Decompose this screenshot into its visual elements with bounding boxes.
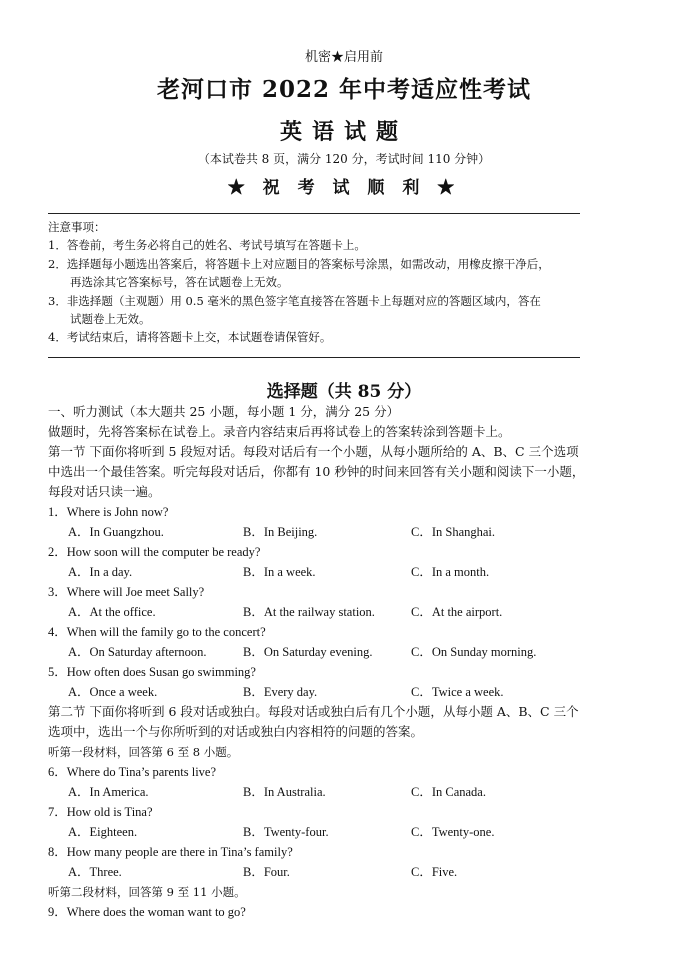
note-item: 3．非选择题（主观题）用 0.5 毫米的黑色签字笔直接答在答题卡上每题对应的答题区域内，答在 xyxy=(48,293,541,308)
options-row xyxy=(48,602,648,622)
option-c: C．At the airport. xyxy=(411,605,503,619)
section-title: 选择题（共 85 分） xyxy=(266,382,422,402)
options-row xyxy=(48,562,648,582)
question: 5．How often does Susan go swimming? xyxy=(48,665,256,679)
option-c: C．Twice a week. xyxy=(411,685,504,699)
section1-instruction: 每段对话只读一遍。 xyxy=(48,484,161,499)
exam-info: （本试卷共 8 页，满分 120 分，考试时间 110 分钟） xyxy=(197,152,491,166)
option-a: A．On Saturday afternoon. xyxy=(68,645,207,659)
material-note: 听第二段材料，回答第 9 至 11 小题。 xyxy=(48,885,246,899)
notes-heading: 注意事项： xyxy=(48,220,106,234)
question: 2．How soon will the computer be ready? xyxy=(48,545,261,559)
option-c: C．On Sunday morning. xyxy=(411,645,537,659)
option-b: B．In Australia. xyxy=(243,785,326,799)
section1-instruction: 第一节 下面你将听到 5 段短对话。每段对话后有一个小题，从每小题所给的 A、B、C 三个选项 xyxy=(48,444,579,459)
material-note: 听第一段材料，回答第 6 至 8 小题。 xyxy=(48,745,239,759)
note-item: 4．考试结束后，请将答题卡上交，本试题卷请保管好。 xyxy=(48,330,332,345)
section1-instruction: 中选出一个最佳答案。听完每段对话后，你都有 10 秒钟的时间来回答有关小题和阅读下一小题， xyxy=(48,464,585,479)
question: 1．Where is John now? xyxy=(48,505,169,519)
option-b: B．Every day. xyxy=(243,685,318,699)
notes-block xyxy=(48,218,648,347)
exam-title: 老河口市 2022 年中考适应性考试 xyxy=(156,76,532,103)
note-item: 2．选择题每小题选出答案后，将答题卡上对应题目的答案标号涂黑，如需改动，用橡皮擦干净后， xyxy=(48,256,550,271)
option-c: C．In a month. xyxy=(411,565,490,579)
question: 9．Where does the woman want to go? xyxy=(48,905,246,919)
option-a: A．Three. xyxy=(68,865,122,879)
questions-body xyxy=(48,402,648,922)
option-a: A．At the office. xyxy=(68,605,156,619)
options-row xyxy=(48,862,648,882)
option-a: A．Eighteen. xyxy=(68,825,138,839)
option-c: C．In Shanghai. xyxy=(411,525,496,539)
note-item: 试题卷上无效。 xyxy=(70,312,151,327)
good-luck-line: ★ 祝 考 试 顺 利 ★ xyxy=(227,178,461,198)
subject-title: 英语试题 xyxy=(279,119,408,145)
option-a: A．Once a week. xyxy=(68,685,158,699)
option-c: C．Twenty-one. xyxy=(411,825,495,839)
option-a: A．In Guangzhou. xyxy=(68,525,164,539)
note-item: 再选涂其它答案标号，答在试题卷上无效。 xyxy=(70,275,289,290)
option-c: C．In Canada. xyxy=(411,785,486,799)
option-b: B．On Saturday evening. xyxy=(243,645,373,659)
option-b: B．Four. xyxy=(243,865,290,879)
instruction: 做题时，先将答案标在试卷上。录音内容结束后再将试卷上的答案转涂到答题卡上。 xyxy=(48,424,511,439)
divider-bottom xyxy=(48,357,580,358)
options-row xyxy=(48,822,648,842)
options-row xyxy=(48,782,648,802)
options-row xyxy=(48,642,648,662)
options-row xyxy=(48,522,648,542)
option-a: A．In a day. xyxy=(68,565,133,579)
confidential-label: 机密★启用前 xyxy=(304,50,383,65)
option-c: C．Five. xyxy=(411,865,458,879)
options-row xyxy=(48,682,648,702)
note-item: 1．答卷前，考生务必将自己的姓名、考试号填写在答题卡上。 xyxy=(48,238,366,253)
section2-instruction: 第二节 下面你将听到 6 段对话或独白。每段对话或独白后有几个小题，从每小题 A、B、C 三个 xyxy=(48,704,579,719)
option-b: B．At the railway station. xyxy=(243,605,375,619)
option-b: B．In Beijing. xyxy=(243,525,318,539)
section2-instruction: 选项中，选出一个与你所听到的对话或独白内容相符的问题的答案。 xyxy=(48,724,424,739)
part-heading: 一、听力测试（本大题共 25 小题，每小题 1 分，满分 25 分） xyxy=(48,404,400,419)
question: 7．How old is Tina? xyxy=(48,805,153,819)
option-a: A．In America. xyxy=(68,785,149,799)
option-b: B．In a week. xyxy=(243,565,316,579)
question: 8．How many people are there in Tina’s family? xyxy=(48,845,293,859)
question: 6．Where do Tina’s parents live? xyxy=(48,765,217,779)
divider-top xyxy=(48,213,580,214)
question: 3．Where will Joe meet Sally? xyxy=(48,585,205,599)
option-b: B．Twenty-four. xyxy=(243,825,329,839)
question: 4．When will the family go to the concert? xyxy=(48,625,266,639)
